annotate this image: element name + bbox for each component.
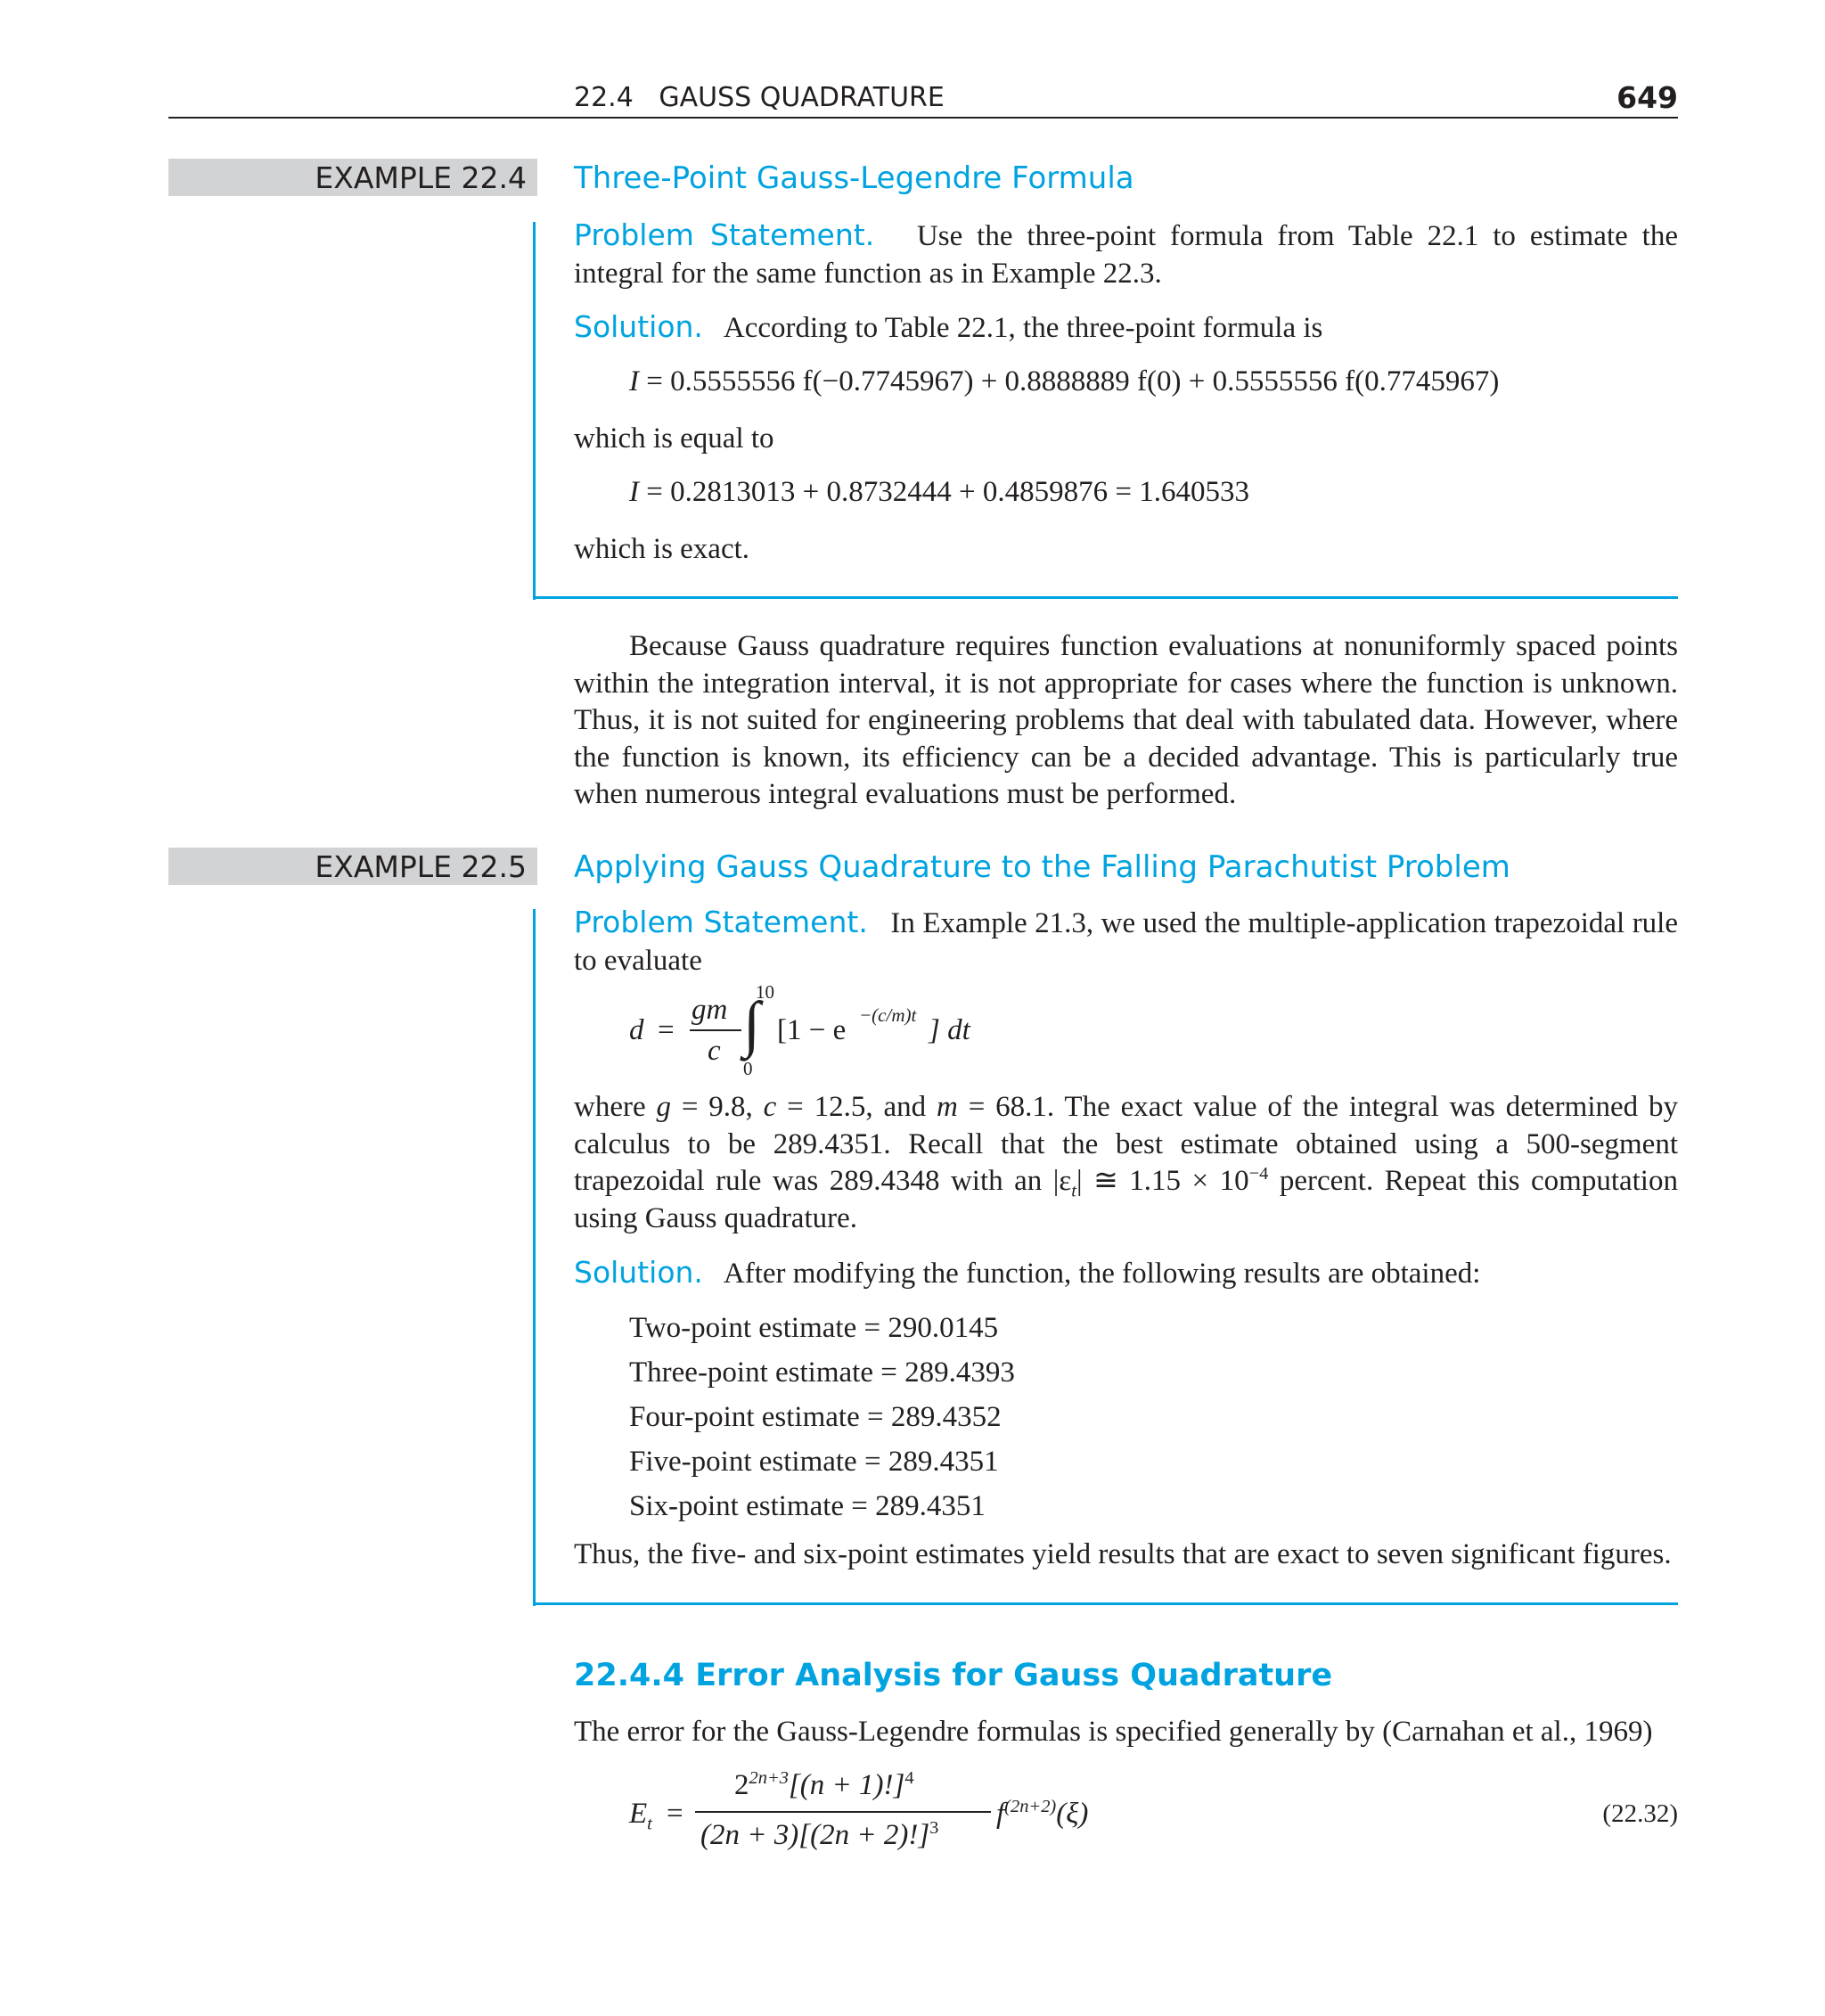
problem-statement-2	[574, 904, 1678, 979]
solution-text-2: After modifying the function, the following results are obtained:	[723, 1258, 1481, 1290]
solution-label-2: Solution.	[574, 1255, 703, 1290]
example-label: EXAMPLE 22.4	[315, 160, 527, 195]
result-item: Two-point estimate = 290.0145	[629, 1312, 999, 1344]
example-left-rule-2	[533, 909, 536, 1606]
example-title-2: Applying Gauss Quadrature to the Falling Parachutist Problem	[574, 849, 1510, 885]
problem-statement-text: Use the three-point formula from Table 22.1 to estimate the integral for the same function as in Example 22.3.	[574, 220, 1678, 290]
solution-label: Solution.	[574, 309, 703, 344]
result-item: Four-point estimate = 289.4352	[629, 1401, 1002, 1433]
example-left-rule	[533, 222, 536, 600]
result-item: Six-point estimate = 289.4351	[629, 1490, 986, 1522]
conclusion: Thus, the five- and six-point estimates yield results that are exact to seven significant figures.	[574, 1538, 1672, 1570]
result-item: Three-point estimate = 289.4393	[629, 1356, 1015, 1389]
which-exact-text: which is exact.	[574, 533, 750, 565]
example-title: Three-Point Gauss-Legendre Formula	[574, 160, 1134, 196]
result-item: Five-point estimate = 289.4351	[629, 1446, 999, 1478]
section-heading: 22.4.4 Error Analysis for Gauss Quadrature	[574, 1658, 1333, 1693]
sum-equation: I = 0.2813013 + 0.8732444 + 0.4859876 = 1.640533	[629, 476, 1249, 508]
header-rule	[168, 117, 1678, 119]
solution-2	[574, 1254, 1678, 1293]
section-text: The error for the Gauss-Legendre formulas is specified generally by (Carnahan et al., 1969)	[574, 1716, 1653, 1748]
three-point-equation: I = 0.5555556 f(−0.7745967) + 0.8888889 f(0) + 0.5555556 f(0.7745967)	[629, 365, 1500, 397]
example-bottom-rule-2	[533, 1602, 1678, 1605]
running-header: 22.4 GAUSS QUADRATURE	[574, 82, 945, 113]
solution-text: According to Table 22.1, the three-point formula is	[723, 312, 1323, 344]
problem-statement-label-2: Problem Statement.	[574, 905, 868, 939]
error-equation: $E_t$ = $2^{2n+3}[(n + 1)!]^4$ $(2n + 3)[(2n + 2)!]^3$ $f^{(2n+2)}(\xi)$	[629, 1768, 1089, 1851]
results-list	[629, 1306, 1015, 1528]
body-paragraph: Because Gauss quadrature requires function evaluations at nonuniformly spaced points within the integration interval, it is not appropriate for cases where the function is unknown. Thus, it is not suited for engineering problems that deal with tabulated data. However, where the function is known, its efficiency can be a decided advantage. This is particularly true when numerous integral evaluations must be performed.	[574, 630, 1678, 810]
integral-equation: d = gm c ∫ 10 0 [1 − e −(c/m)t ] dt	[629, 981, 970, 1079]
where-paragraph: where g = 9.8, c = 12.5, and m = 68.1. The exact value of the integral was determined by calculus to be 289.4351. Recall that the best estimate obtained using a 500-segment trapezoidal rule was 289.4348 with an $|\varepsilon_t|$ ≅ $1.15 \times 10^{-4}$ percent. Repeat this computation using Gauss quadrature.	[574, 1091, 1678, 1234]
page-number: 649	[1616, 80, 1678, 115]
problem-statement-text-2: In Example 21.3, we used the multiple-application trapezoidal rule to evaluate	[574, 907, 1678, 977]
example-bottom-rule	[533, 596, 1678, 599]
which-equal-text: which is equal to	[574, 422, 774, 455]
problem-statement-label: Problem Statement.	[574, 217, 875, 252]
solution	[574, 308, 1678, 348]
equation-number: (22.32)	[1602, 1799, 1678, 1828]
problem-statement	[574, 217, 1678, 292]
example-label-2: EXAMPLE 22.5	[315, 849, 527, 884]
